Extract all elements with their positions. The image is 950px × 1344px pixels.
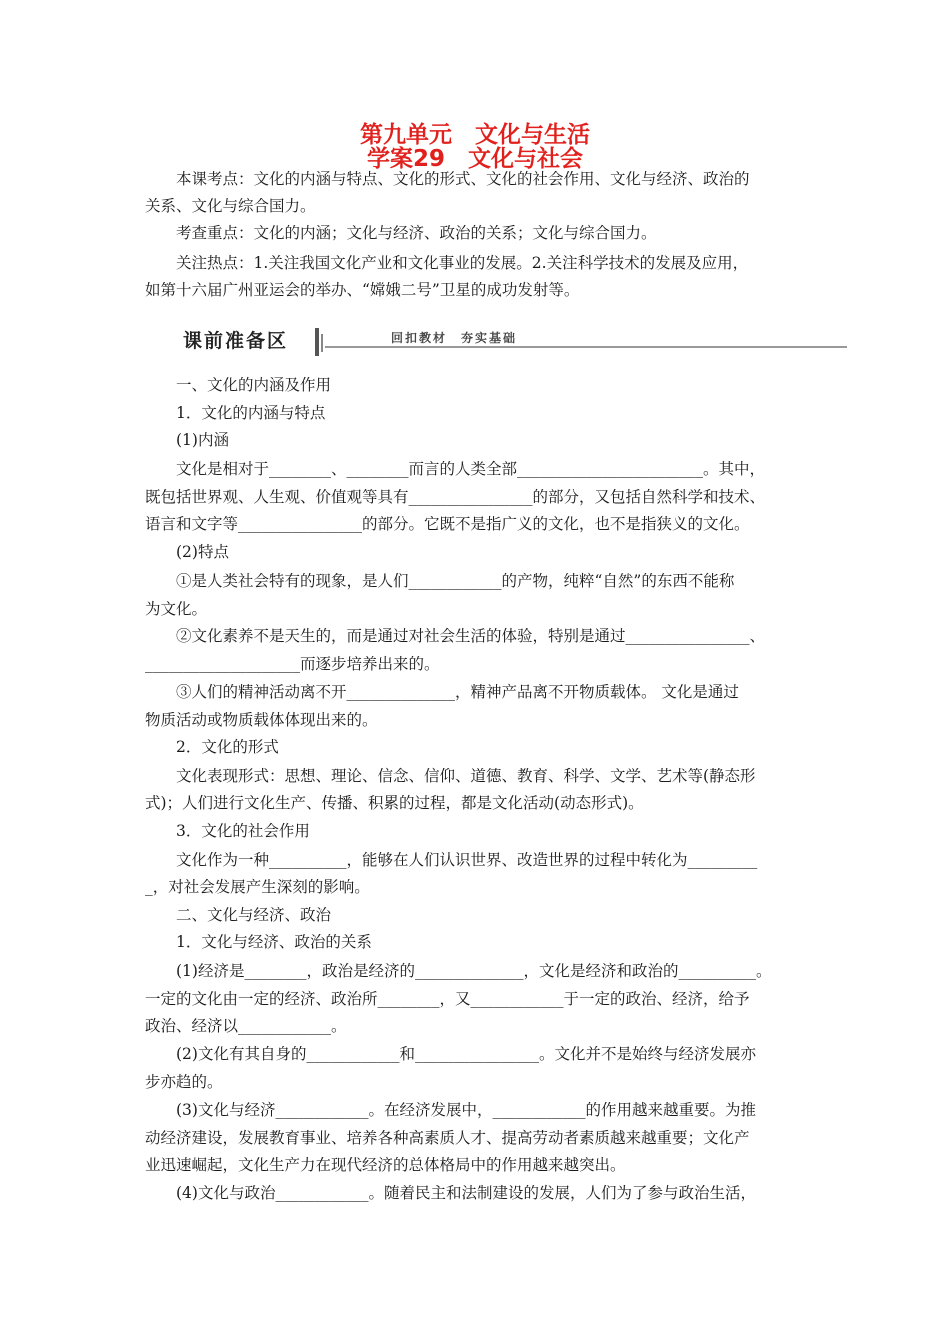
body-line: ____________________而逐步培养出来的。: [145, 655, 440, 673]
body-line: 物质活动或物质载体体现出来的。: [145, 711, 378, 729]
heading-line: 2．文化的形式: [176, 738, 279, 756]
body-line: 文化是相对于________、________而言的人类全部________________________。其中，: [176, 460, 766, 478]
body-line: ②文化素养不是天生的，而是通过对社会生活的体验，特别是通过________________、: [176, 627, 766, 645]
body-line: (1)经济是________，政治是经济的______________，文化是经济和政治的__________。: [176, 962, 772, 980]
body-line: 文化作为一种__________，能够在人们认识世界、改造世界的过程中转化为_________: [176, 851, 758, 869]
intro-line: 如第十六届广州亚运会的举办、“嫦娥二号”卫星的成功发射等。: [145, 281, 580, 299]
intro-line: 考查重点：文化的内涵；文化与经济、政治的关系；文化与综合国力。: [176, 224, 657, 242]
intro-line: 本课考点：文化的内涵与特点、文化的形式、文化的社会作用、文化与经济、政治的: [176, 170, 750, 188]
body-line: (3)文化与经济____________。在经济发展中，____________的作用越来越重要。为推: [176, 1101, 756, 1119]
heading-line: (2)特点: [176, 543, 229, 561]
heading-line: (1)内涵: [176, 431, 229, 449]
intro-line: 关系、文化与综合国力。: [145, 197, 316, 215]
body-line: ③人们的精神活动离不开______________，精神产品离不开物质载体。 文化是通过: [176, 683, 739, 701]
intro-line: 关注热点：1.关注我国文化产业和文化事业的发展。2.关注科学技术的发展及应用，: [176, 254, 749, 272]
body-line: 步亦趋的。: [145, 1073, 223, 1091]
section-banner-subtitle: 回扣教材 夯实基础: [391, 331, 518, 345]
body-line: 既包括世界观、人生观、价值观等具有________________的部分，又包括自然科学和技术、: [145, 488, 766, 506]
heading-line: 1．文化与经济、政治的关系: [176, 933, 372, 951]
body-line: 动经济建设，发展教育事业、培养各种高素质人才、提高劳动者素质越来越重要；文化产: [145, 1129, 750, 1147]
body-line: 一定的文化由一定的经济、政治所________，又____________于一定的政治、经济，给予: [145, 990, 750, 1008]
body-line: (2)文化有其自身的____________和________________。文化并不是始终与经济发展亦: [176, 1045, 756, 1063]
heading-line: 一、文化的内涵及作用: [176, 376, 332, 394]
banner-rule: [325, 346, 847, 348]
heading-line: 二、文化与经济、政治: [176, 906, 332, 924]
body-line: (4)文化与政治____________。随着民主和法制建设的发展，人们为了参与政治生活，: [176, 1184, 756, 1202]
heading-line: 3．文化的社会作用: [176, 822, 310, 840]
body-line: _，对社会发展产生深刻的影响。: [145, 878, 370, 896]
body-line: ①是人类社会特有的现象，是人们____________的产物，纯粹“自然”的东西不能称: [176, 572, 735, 590]
section-banner-label: 课前准备区: [183, 330, 289, 352]
body-line: 式)；人们进行文化生产、传播、积累的过程，都是文化活动(动态形式)。: [145, 794, 644, 812]
body-line: 为文化。: [145, 600, 208, 618]
body-line: 政治、经济以____________。: [145, 1017, 347, 1035]
body-line: 语言和文字等________________的部分。它既不是指广义的文化，也不是指狭义的文化。: [145, 515, 750, 533]
body-line: 业迅速崛起，文化生产力在现代经济的总体格局中的作用越来越突出。: [145, 1156, 626, 1174]
banner-divider: [315, 328, 319, 356]
banner-divider: [321, 334, 323, 352]
heading-line: 1．文化的内涵与特点: [176, 404, 326, 422]
section-banner: [175, 326, 847, 358]
unit-title: 第九单元 文化与生活: [360, 122, 590, 148]
body-line: 文化表现形式：思想、理论、信念、信仰、道德、教育、科学、文学、艺术等(静态形: [176, 767, 756, 785]
lesson-title: 学案29 文化与社会: [366, 146, 583, 172]
